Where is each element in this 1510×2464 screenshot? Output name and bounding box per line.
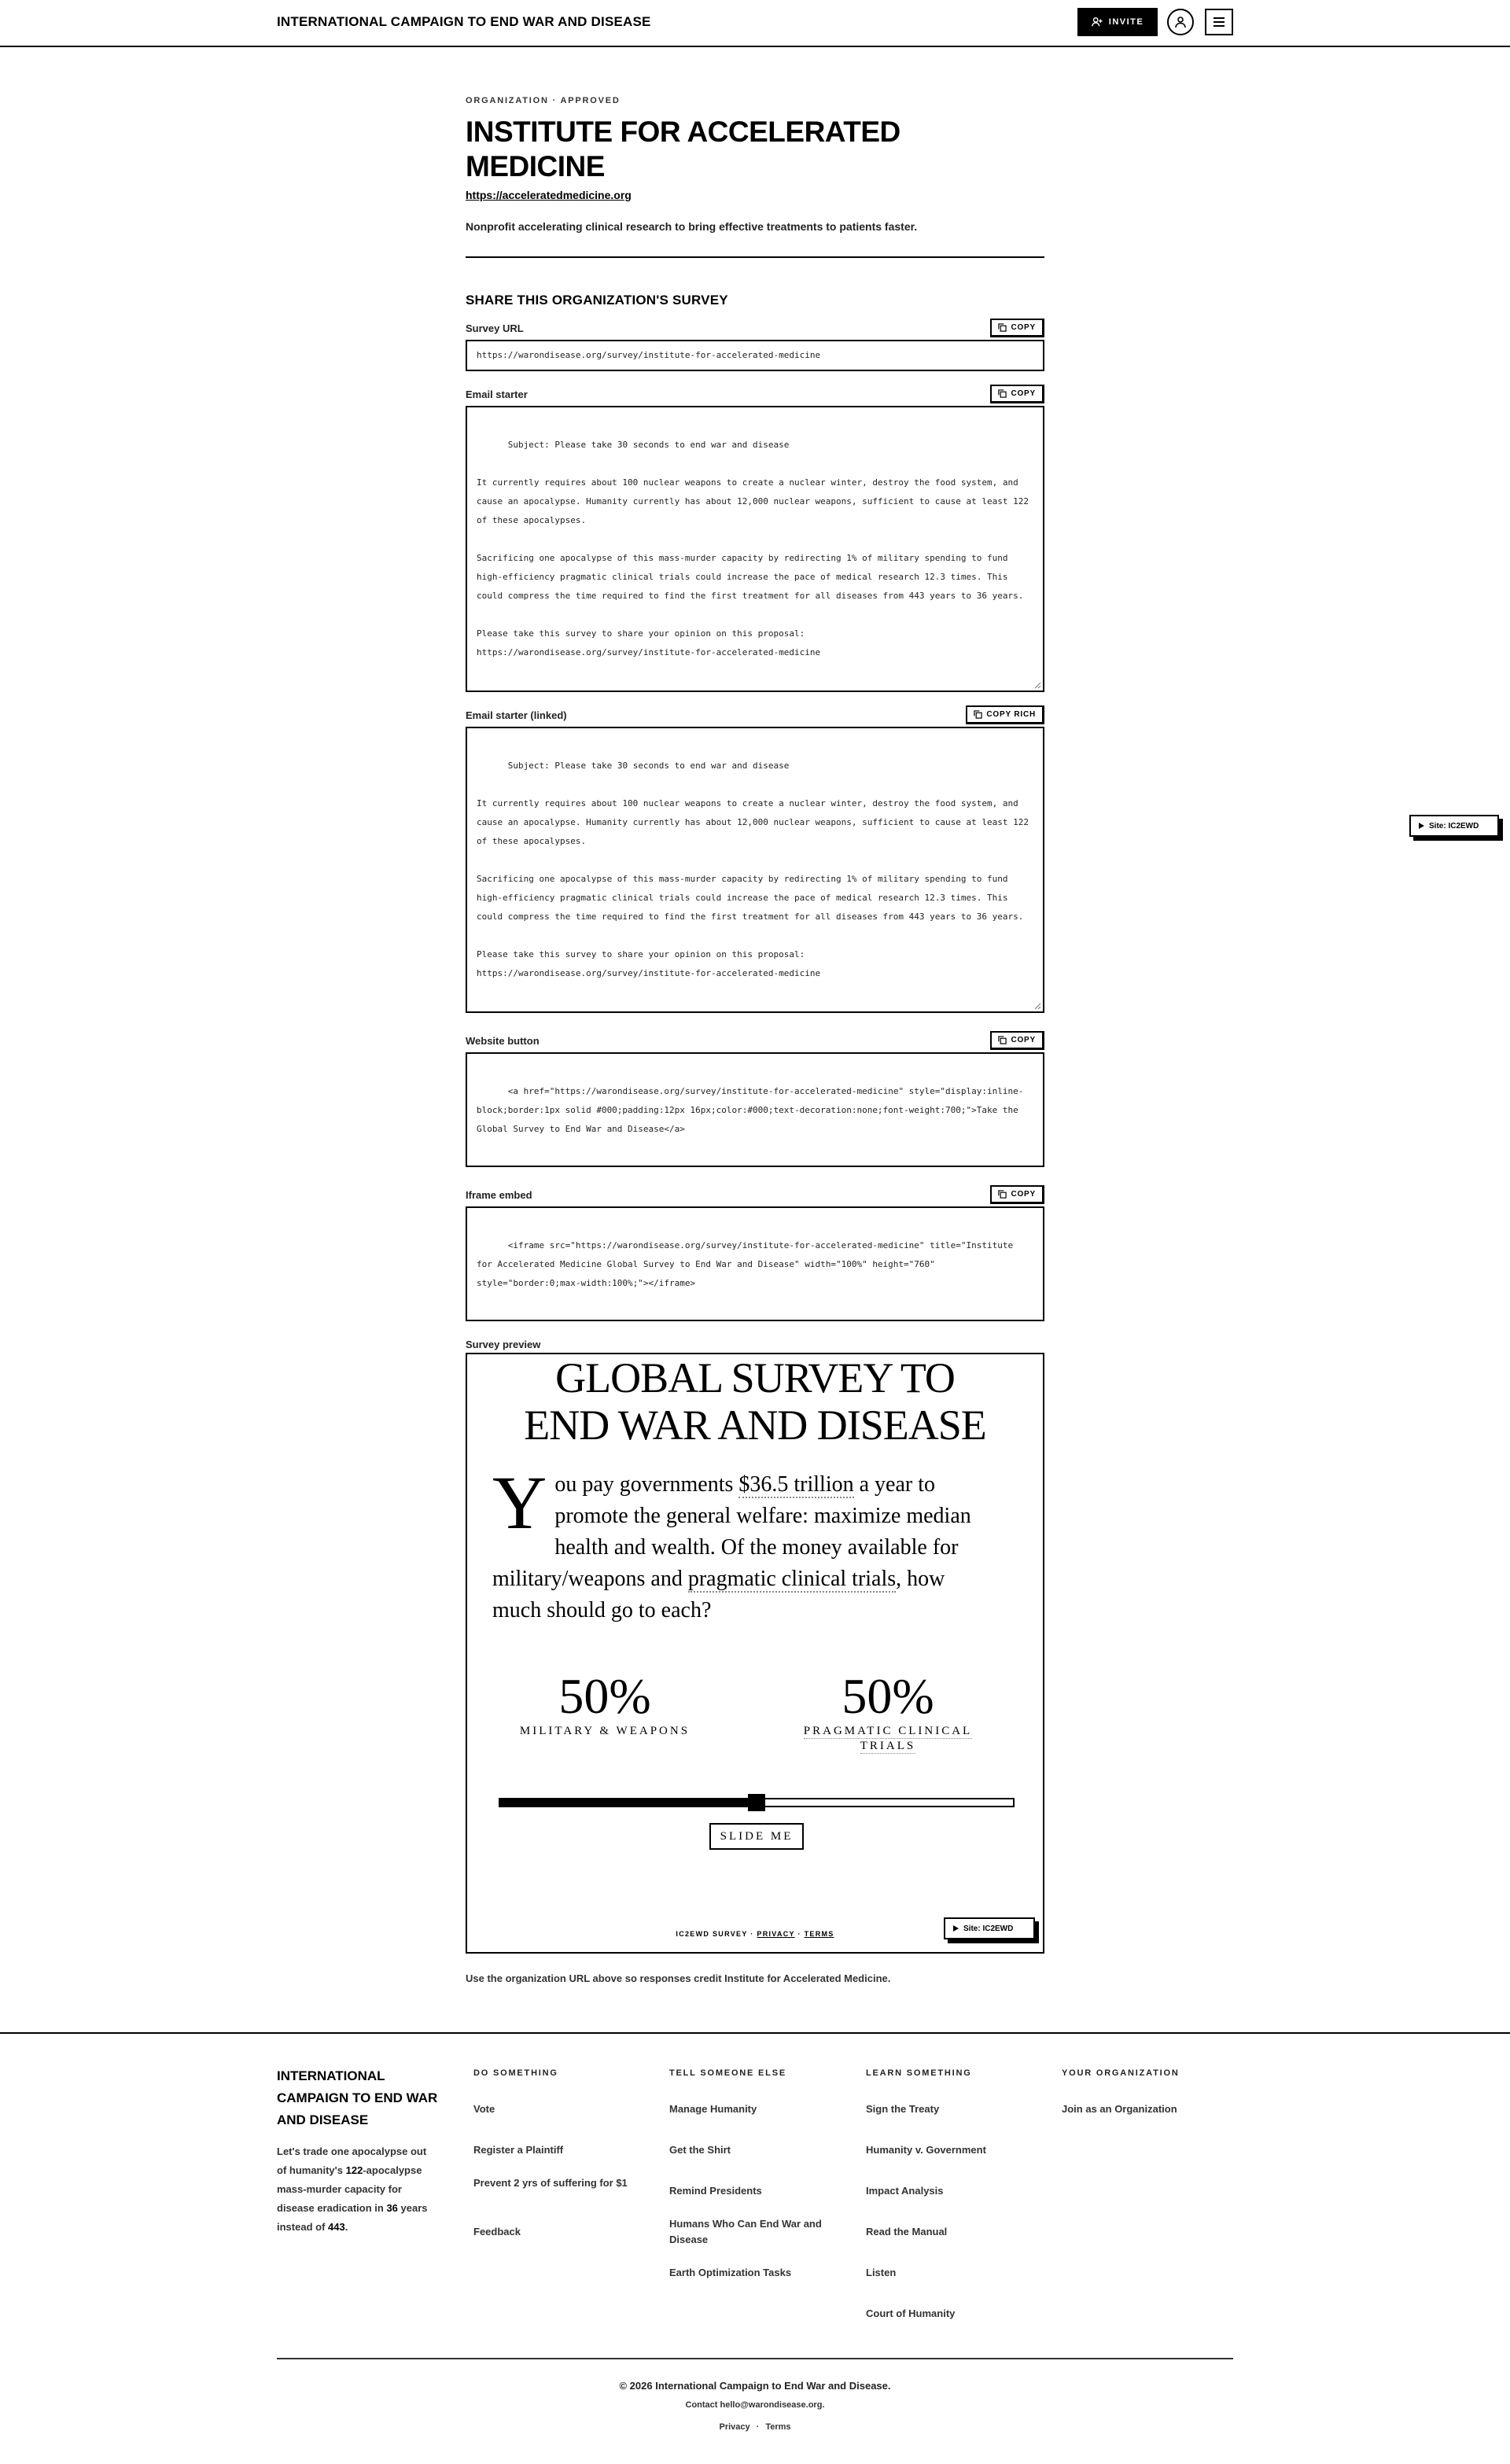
org-description: Nonprofit accelerating clinical research to bring effective treatments to patients faster. — [466, 220, 918, 233]
tagline-text: -apocalypse mass-murder capacity for disease eradication in — [277, 2164, 422, 2214]
pragmatic-trials-link[interactable]: pragmatic clinical trials — [687, 1567, 897, 1591]
survey-title-line-2: END WAR AND DISEASE — [524, 1401, 986, 1449]
invite-label: INVITE — [1108, 17, 1144, 27]
email-starter-textarea[interactable] — [466, 406, 1044, 692]
survey-url-label: Survey URL — [466, 322, 524, 334]
trials-allocation — [790, 1669, 986, 1754]
footer-copyright: © 2026 International Campaign to End War and Disease. — [619, 2380, 891, 2392]
play-triangle-icon — [1419, 823, 1424, 829]
footer-link-vote[interactable]: Vote — [473, 2103, 495, 2115]
org-website-link[interactable]: https://acceleratedmedicine.org — [466, 189, 632, 201]
email-starter-field — [466, 384, 1044, 692]
footer-link-feedback[interactable]: Feedback — [473, 2226, 521, 2237]
footer-privacy-link[interactable]: Privacy — [719, 2422, 750, 2432]
copy-label: COPY — [1011, 1190, 1036, 1199]
resize-handle-icon[interactable] — [1034, 1003, 1041, 1010]
survey-title — [467, 1354, 1043, 1449]
copy-iframe-button[interactable] — [990, 1185, 1044, 1204]
copy-label: COPY — [1011, 1036, 1036, 1044]
website-button-label: Website button — [466, 1034, 540, 1047]
tagline-text: Let's trade one apocalypse out of humanity's — [277, 2145, 427, 2176]
copy-survey-url-button[interactable] — [990, 319, 1044, 337]
site-header — [0, 0, 1510, 47]
iframe-embed-textarea[interactable] — [466, 1206, 1044, 1321]
trials-label-1[interactable]: PRAGMATIC CLINICAL — [803, 1725, 973, 1737]
footer-col-title: LEARN SOMETHING — [866, 2068, 972, 2078]
question-text: , how much should go to each? — [492, 1567, 945, 1622]
footer-link-read-manual[interactable]: Read the Manual — [866, 2226, 948, 2237]
resize-handle-icon[interactable] — [1034, 682, 1041, 689]
user-icon — [1174, 16, 1187, 28]
footer-col-title: YOUR ORGANIZATION — [1062, 2068, 1180, 2078]
copy-icon — [998, 389, 1007, 398]
iframe-embed-label: Iframe embed — [466, 1188, 532, 1201]
copy-icon — [998, 1190, 1007, 1199]
contact-email-link[interactable]: hello@warondisease.org — [720, 2400, 823, 2410]
footer-link-court-of-humanity[interactable]: Court of Humanity — [866, 2307, 956, 2319]
separator: · — [756, 2422, 760, 2432]
site-badge-label: Site: IC2EWD — [963, 1924, 1014, 1933]
footer-link-register-plaintiff[interactable]: Register a Plaintiff — [473, 2144, 564, 2156]
footer-contact — [0, 2400, 1510, 2410]
amount-link[interactable]: $36.5 trillion — [738, 1472, 854, 1497]
footer-link-listen[interactable]: Listen — [866, 2267, 897, 2278]
org-title: INSTITUTE FOR ACCELERATED MEDICINE — [466, 116, 900, 182]
account-button[interactable] — [1167, 9, 1194, 35]
hamburger-icon — [1214, 17, 1225, 27]
add-user-icon — [1092, 17, 1103, 28]
question-text: ou pay governments — [554, 1472, 739, 1497]
drop-cap: Y — [492, 1460, 547, 1545]
survey-terms-link[interactable]: TERMS — [804, 1930, 834, 1938]
allocation-slider[interactable] — [499, 1798, 1015, 1807]
footer-link-manage-humanity[interactable]: Manage Humanity — [669, 2103, 757, 2115]
email-starter-label: Email starter — [466, 388, 528, 400]
footer-brand[interactable]: INTERNATIONAL CAMPAIGN TO END WAR AND DISEASE — [277, 2068, 438, 2127]
slider-thumb[interactable] — [748, 1794, 765, 1811]
footer-link-join-org[interactable]: Join as an Organization — [1062, 2103, 1177, 2115]
play-triangle-icon — [953, 1925, 959, 1932]
copy-icon — [974, 710, 982, 719]
iframe-embed-field — [466, 1184, 1044, 1321]
site-brand[interactable]: INTERNATIONAL CAMPAIGN TO END WAR AND DISEASE — [277, 14, 651, 29]
footer-col-your-organization — [1062, 2068, 1235, 2115]
copy-icon — [998, 323, 1007, 332]
main-content — [466, 96, 1044, 1984]
survey-preview-frame — [466, 1353, 1044, 1954]
website-button-code: <a href="https://warondisease.org/survey/institute-for-accelerated-medicine" style="display:inline-block;border:1px solid #000;padding:12px 16px;color:#000;text-decoration:none;font-weight:700;">Take the Global Survey to End War and Disease</a> — [477, 1086, 1024, 1134]
footer-legal-links — [0, 2422, 1510, 2432]
survey-privacy-link[interactable]: PRIVACY — [757, 1930, 795, 1938]
footer-terms-link[interactable]: Terms — [765, 2422, 791, 2432]
footer-link-impact-analysis[interactable]: Impact Analysis — [866, 2185, 944, 2197]
footer-divider — [277, 2358, 1233, 2359]
iframe-embed-code: <iframe src="https://warondisease.org/survey/institute-for-accelerated-medicine" title="Institute for Accelerated Medicine Global Survey to End War and Disease" width="100%" height="760" style="border:0;max-width:100%;"></iframe> — [477, 1240, 1018, 1288]
footer-col-title: DO SOMETHING — [473, 2068, 558, 2078]
military-allocation — [506, 1669, 703, 1738]
attribution-note: Use the organization URL above so responses credit Institute for Accelerated Medicine. — [466, 1972, 891, 1984]
survey-preview-label: Survey preview — [466, 1338, 541, 1350]
website-button-textarea[interactable] — [466, 1052, 1044, 1167]
survey-site-badge[interactable] — [944, 1917, 1035, 1939]
copy-website-button[interactable] — [990, 1031, 1044, 1050]
footer-link-get-shirt[interactable]: Get the Shirt — [669, 2144, 731, 2156]
email-starter-text: Subject: Please take 30 seconds to end war and disease It currently requires about 100 nuclear weapons to create a nuclear winter, destroy the food system, and cause an apocalypse. Humanity currently has about 12,000 nuclear weapons, sufficient to cause at least 122 of these apocalypses. Sacrificing one apocalypse of this mass-murder capacity by redirecting 1% of military spending to fund high-efficiency pragmatic clinical trials could increase the pace of medical research 12.3 times. This could compress the time required to find the first treatment for all diseases from 443 years to 36 years. Please take this survey to share your opinion on this proposal: https://warondisease.org/survey/institute-for-accelerated-medicine — [477, 440, 1029, 657]
floating-site-badge[interactable] — [1409, 815, 1499, 837]
website-button-field — [466, 1030, 1044, 1167]
email-linked-field — [466, 705, 1044, 1013]
footer-col-tell-someone — [669, 2068, 842, 2278]
invite-button[interactable] — [1077, 8, 1158, 36]
tagline-text: years instead of — [277, 2202, 428, 2233]
trials-percent: 50% — [842, 1668, 934, 1724]
tagline-text: . — [344, 2221, 348, 2233]
copy-label: COPY — [1011, 389, 1036, 398]
contact-prefix: Contact — [685, 2400, 720, 2410]
tagline-number: 36 — [386, 2202, 398, 2214]
military-label: MILITARY & WEAPONS — [519, 1725, 691, 1737]
org-status-kicker: ORGANIZATION · APPROVED — [466, 96, 621, 105]
military-percent: 50% — [558, 1668, 651, 1724]
survey-url-field — [466, 318, 1044, 371]
survey-preview-field — [466, 1335, 1044, 1954]
trials-label-2[interactable]: TRIALS — [860, 1740, 916, 1752]
survey-question — [492, 1460, 996, 1626]
copy-email-button[interactable] — [990, 385, 1044, 403]
survey-footer-prefix: IC2EWD SURVEY · — [676, 1930, 757, 1938]
survey-title-line-1: GLOBAL SURVEY TO — [555, 1354, 955, 1401]
site-badge-label: Site: IC2EWD — [1429, 821, 1479, 831]
share-section-title: SHARE THIS ORGANIZATION'S SURVEY — [466, 293, 728, 308]
copy-rich-button[interactable] — [966, 705, 1044, 724]
footer-link-humans[interactable]: Humans Who Can End War and Disease — [669, 2218, 822, 2245]
footer-col-learn-something — [866, 2068, 1039, 2319]
footer-link-humanity-v-government[interactable]: Humanity v. Government — [866, 2144, 986, 2156]
footer-link-prevent-suffering[interactable]: Prevent 2 yrs of suffering for $1 — [473, 2177, 628, 2189]
survey-url-input[interactable]: https://warondisease.org/survey/institute-for-accelerated-medicine — [466, 340, 1044, 371]
email-linked-text: Subject: Please take 30 seconds to end war and disease It currently requires about 100 nuclear weapons to create a nuclear winter, destroy the food system, and cause an apocalypse. Humanity currently has about 12,000 nuclear weapons, sufficient to cause at least 122 of these apocalypses. Sacrificing one apocalypse of this mass-murder capacity by redirecting 1% of military spending to fund high-efficiency pragmatic clinical trials could increase the pace of medical research 12.3 times. This could compress the time required to find the first treatment for all diseases from 443 years to 36 years. Please take this survey to share your opinion on this proposal: https://warondisease.org/survey/institute-for-accelerated-medicine — [477, 761, 1029, 978]
footer-link-remind-presidents[interactable]: Remind Presidents — [669, 2185, 762, 2197]
copy-label: COPY — [1011, 323, 1036, 332]
footer-col-title: TELL SOMEONE ELSE — [669, 2068, 786, 2078]
email-linked-label: Email starter (linked) — [466, 709, 567, 721]
divider — [466, 256, 1044, 258]
slider-fill — [500, 1799, 757, 1806]
footer-col-do-something — [473, 2068, 646, 2237]
email-linked-textarea[interactable] — [466, 727, 1044, 1013]
footer-link-sign-treaty[interactable]: Sign the Treaty — [866, 2103, 940, 2115]
copy-icon — [998, 1036, 1007, 1044]
copy-rich-label: COPY RICH — [986, 710, 1036, 719]
tagline-number: 122 — [345, 2164, 363, 2176]
question-text: a year to promote the general welfare: maximize median health and wealth. Of the money available for military/weapons and — [492, 1472, 971, 1591]
site-footer — [0, 2032, 1510, 2464]
slide-me-button[interactable]: SLIDE ME — [709, 1823, 804, 1850]
contact-suffix: . — [822, 2400, 825, 2410]
menu-button[interactable] — [1205, 9, 1233, 35]
footer-link-earth-tasks[interactable]: Earth Optimization Tasks — [669, 2267, 792, 2278]
tagline-number: 443 — [328, 2221, 345, 2233]
footer-tagline — [277, 2142, 437, 2237]
separator: · — [794, 1930, 805, 1938]
